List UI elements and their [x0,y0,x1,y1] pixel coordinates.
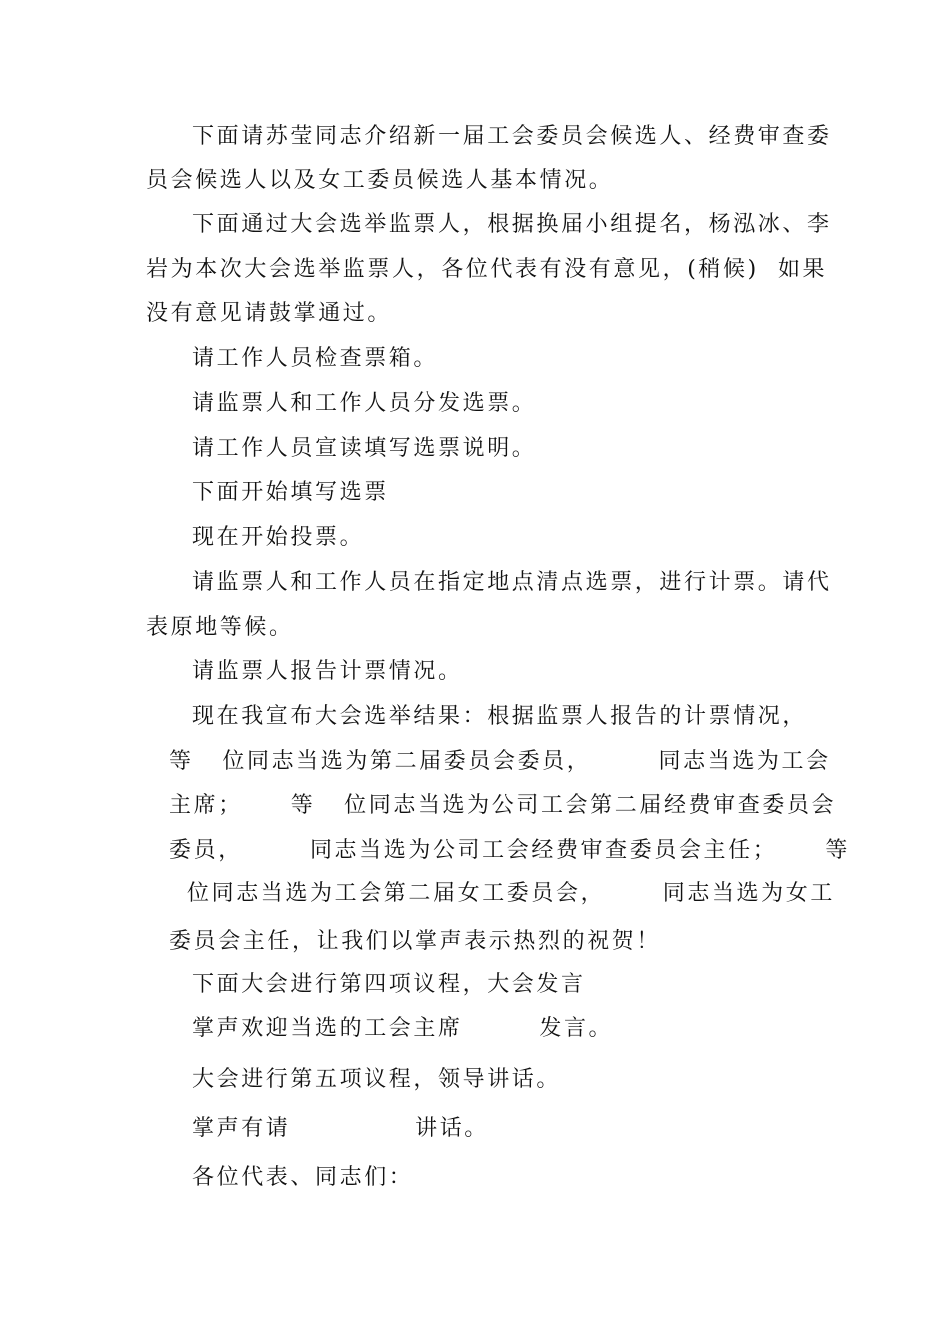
text-line: 请监票人和工作人员分发选票。 [192,391,537,416]
text-line: 没有意见请鼓掌通过。 [146,301,393,326]
text-line: 现在我宣布大会选举结果：根据监票人报告的计票情况， [192,704,808,729]
text-line: 掌声有请 讲话。 [192,1116,489,1141]
text-line: 现在开始投票。 [192,525,365,550]
text-line: 请工作人员检查票箱。 [192,346,439,371]
text-line: 委员， 同志当选为公司工会经费审查委员会主任； 等 [169,838,850,863]
text-line: 表原地等候。 [146,615,294,640]
text-line: 下面请苏莹同志介绍新一届工会委员会候选人、经费审查委 [192,124,832,149]
text-line: 下面开始填写选票 [192,480,389,505]
text-line: 请工作人员宣读填写选票说明。 [192,436,537,461]
text-line: 员会候选人以及女工委员候选人基本情况。 [146,168,614,193]
text-line: 掌声欢迎当选的工会主席 发言。 [192,1016,614,1041]
text-line: 主席； 等 位同志当选为公司工会第二届经费审查委员会 [169,793,837,818]
text-line: 等 位同志当选为第二届委员会委员， 同志当选为工会 [169,749,831,774]
text-line: 委员会主任，让我们以掌声表示热烈的祝贺！ [169,929,662,954]
text-line: 岩为本次大会选举监票人，各位代表有没有意见，(稍候) 如果 [146,257,828,282]
text-line: 各位代表、同志们： [192,1165,414,1190]
text-line: 位同志当选为工会第二届女工委员会， 同志当选为女工 [187,881,835,906]
text-line: 请监票人和工作人员在指定地点清点选票，进行计票。请代 [192,570,832,595]
text-line: 下面通过大会选举监票人，根据换届小组提名，杨泓冰、李 [192,212,832,237]
text-line: 大会进行第五项议程，领导讲话。 [192,1067,562,1092]
text-line: 请监票人报告计票情况。 [192,659,463,684]
text-line: 下面大会进行第四项议程，大会发言 [192,972,586,997]
